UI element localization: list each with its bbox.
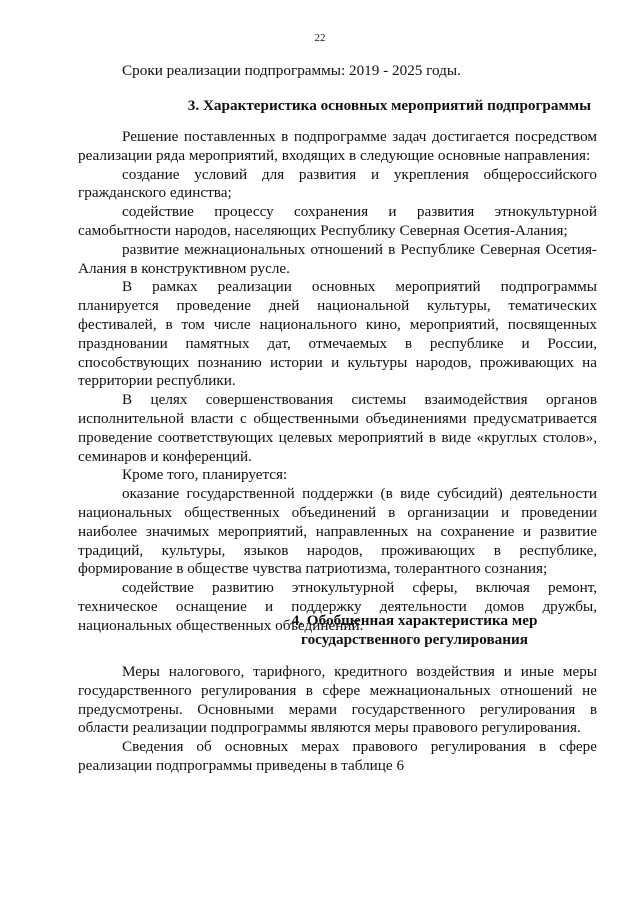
section-3-heading: 3. Характеристика основных мероприятий подпрограммы xyxy=(187,97,591,114)
paragraph: содействие процессу сохранения и развития этнокультурной самобытности народов, населяющих Республику Северная Осетия-Алания; xyxy=(78,203,597,239)
section-3-body xyxy=(78,128,597,636)
section-4-heading-line-2: государственного регулирования xyxy=(301,631,528,648)
section-4-heading xyxy=(78,611,597,649)
paragraph: Решение поставленных в подпрограмме задач достигается посредством реализации ряда мероприятий, входящих в следующие основные направления: xyxy=(78,128,597,164)
section-4-heading-line-1: 4. Обобщенная характеристика мер xyxy=(291,612,538,629)
paragraph: Сведения об основных мерах правового регулирования в сфере реализации подпрограммы приведены в таблице 6 xyxy=(78,738,597,774)
section-4-body xyxy=(78,663,597,776)
paragraph: В целях совершенствования системы взаимодействия органов исполнительной власти с общественными объединениями предусматривается проведение соответствующих целевых мероприятий в виде «круглых столов», семинаров и конференций. xyxy=(78,391,597,465)
page-number: 22 xyxy=(314,32,326,44)
paragraph: Меры налогового, тарифного, кредитного воздействия и иные меры государственного регулирования в сфере межнациональных отношений не предусмотрены. Основными мерами государственного регулирования в области реализации подпрограммы являются меры правового регулирования. xyxy=(78,663,597,737)
paragraph: создание условий для развития и укрепления общероссийского гражданского единства; xyxy=(78,165,597,202)
paragraph: оказание государственной поддержки (в виде субсидий) деятельности национальных общественных объединений в организации и проведении наиболее значимых мероприятий, направленных на сохранение и развитие традиций, культуры, языков народов, проживающих в республике, формирование в обществе чувства патриотизма, толерантного сознания; xyxy=(78,485,597,578)
paragraph: содействие развитию этнокультурной сферы, включая ремонт, техническое оснащение и поддержку деятельности домов дружбы, национальных общественных объединений. xyxy=(78,579,597,634)
paragraph: развитие межнациональных отношений в Республике Северная Осетия-Алания в конструктивном русле. xyxy=(78,240,597,277)
implementation-period: Сроки реализации подпрограммы: 2019 - 2025 годы. xyxy=(122,62,461,79)
paragraph: В рамках реализации основных мероприятий подпрограммы планируется проведение дней национальной культуры, тематических фестивалей, в том числе национального кино, мероприятий, посвященных праздновании памятных дат, отмечаемых в республике и России, способствующих познанию истории и культуры народов, проживающих на территории республики. xyxy=(78,278,597,390)
paragraph: Кроме того, планируется: xyxy=(122,466,288,484)
